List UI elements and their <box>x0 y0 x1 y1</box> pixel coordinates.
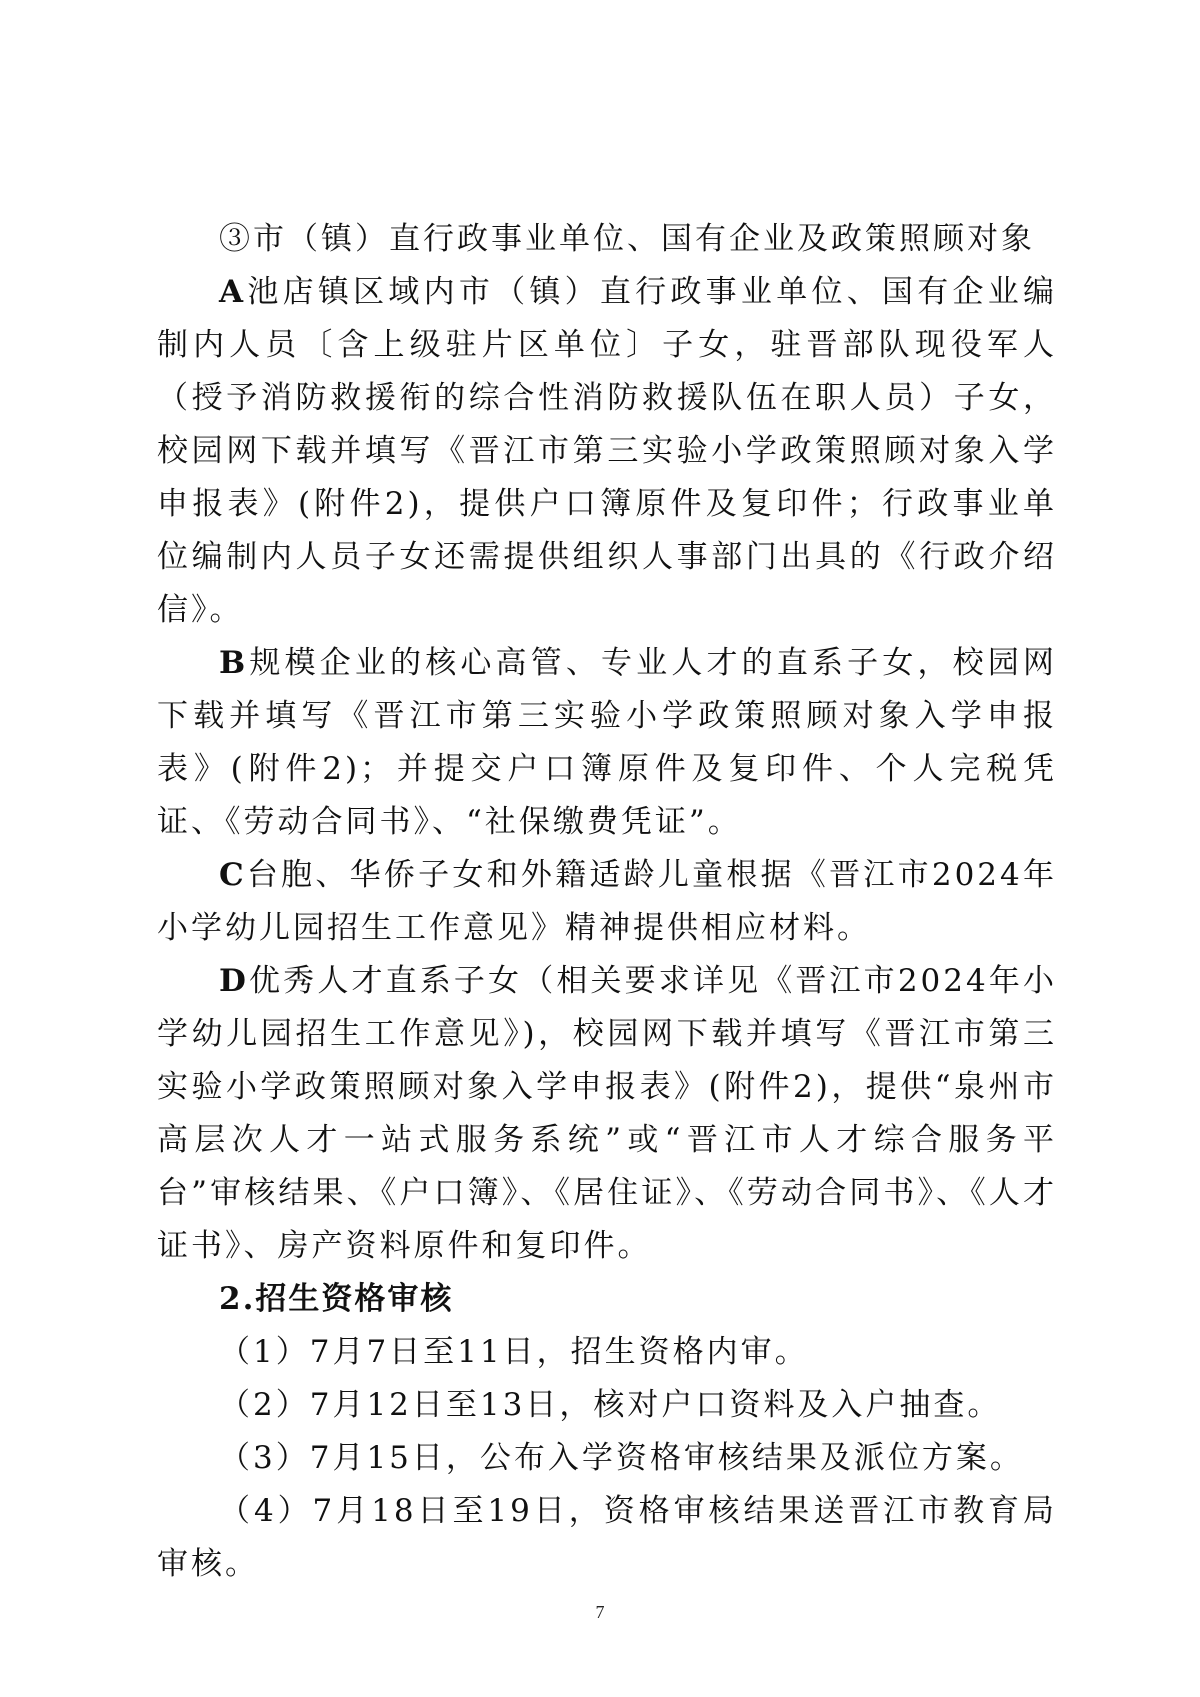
paragraph-text: 规模企业的核心高管、专业人才的直系子女，校园网下载并填写《晋江市第三实验小学政策照顾对象入学申报表》(附件2)；并提交户口簿原件及复印件、个人完税凭证、《劳动合同书》、“社保缴费凭证”。 <box>157 645 1057 840</box>
paragraph-lead: B <box>219 645 249 681</box>
paragraph-lead: A <box>219 274 247 310</box>
paragraph-category-3 <box>157 213 1057 266</box>
section-heading: 2.招生资格审核 <box>219 1281 454 1317</box>
schedule-item-1: （1）7月7日至11日，招生资格内审。 <box>219 1334 809 1370</box>
paragraph-item-b <box>157 637 1057 849</box>
paragraph-text: 优秀人才直系子女（相关要求详见《晋江市2024年小学幼儿园招生工作意见》)，校园网下载并填写《晋江市第三实验小学政策照顾对象入学申报表》(附件2)，提供“泉州市高层次人才一站式服务系统”或“晋江市人才综合服务平台”审核结果、《户口簿》、《居住证》、《劳动合同书》、《人才证书》、房产资料原件和复印件。 <box>157 963 1057 1264</box>
paragraph-lead: D <box>219 963 249 999</box>
page-number: 7 <box>595 1602 605 1622</box>
schedule-item-3: （3）7月15日，公布入学资格审核结果及派位方案。 <box>219 1440 1024 1476</box>
paragraph-lead: C <box>219 857 247 893</box>
paragraph-item-a <box>157 266 1057 637</box>
paragraph-text: 池店镇区域内市（镇）直行政事业单位、国有企业编制内人员〔含上级驻片区单位〕子女，驻晋部队现役军人（授予消防救援衔的综合性消防救援队伍在职人员）子女，校园网下载并填写《晋江市第三实验小学政策照顾对象入学申报表》(附件2)，提供户口簿原件及复印件；行政事业单位编制内人员子女还需提供组织人事部门出具的《行政介绍信》。 <box>157 274 1057 628</box>
schedule-item-4: （4）7月18日至19日，资格审核结果送晋江市教育局审核。 <box>157 1493 1057 1582</box>
document-body <box>157 213 1057 1591</box>
paragraph-item-c <box>157 849 1057 955</box>
paragraph-text: ③市（镇）直行政事业单位、国有企业及政策照顾对象 <box>219 221 1035 257</box>
schedule-item-2: （2）7月12日至13日，核对户口资料及入户抽查。 <box>219 1387 1002 1423</box>
paragraph-item-d <box>157 955 1057 1273</box>
paragraph-text: 台胞、华侨子女和外籍适龄儿童根据《晋江市2024年小学幼儿园招生工作意见》精神提供相应材料。 <box>157 857 1057 946</box>
